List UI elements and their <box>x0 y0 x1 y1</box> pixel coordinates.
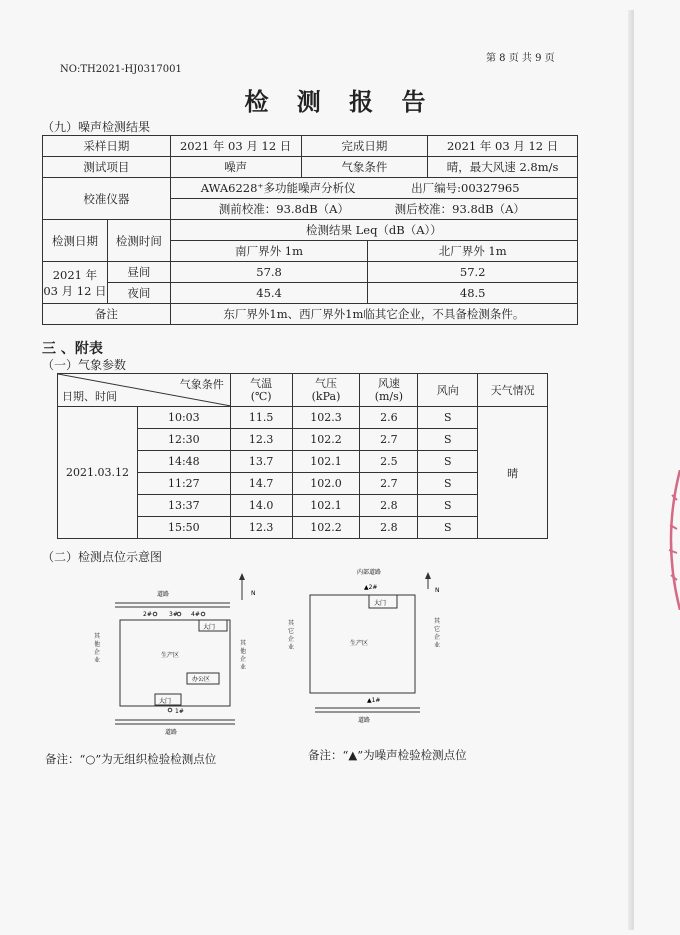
section-9-heading: （九）噪声检测结果 <box>42 120 151 134</box>
corner-bottom-label: 日期、时间 <box>62 390 117 403</box>
point-3-label: 3# <box>169 611 178 618</box>
cell-time: 11:27 <box>137 473 230 495</box>
map-subheading: （二）检测点位示意图 <box>42 550 163 564</box>
cell-sky: 晴 <box>478 407 548 539</box>
report-title: 检 测 报 告 <box>244 87 436 116</box>
cell-wind-speed: 2.6 <box>360 407 418 429</box>
cell-time: 12:30 <box>137 429 230 451</box>
cell-night-north: 48.5 <box>368 283 578 304</box>
west-neighbor-label-2: 其 它 企 业 <box>288 620 295 651</box>
point-1-marker <box>168 708 172 712</box>
cell-day-north: 57.2 <box>368 262 578 283</box>
red-stamp-edge <box>660 470 680 610</box>
cell-pressure: 102.1 <box>292 451 360 473</box>
cell-calibration-values <box>170 199 577 220</box>
cell-note-label: 备注 <box>43 304 171 325</box>
cell-detect-time-label: 检测时间 <box>107 220 170 262</box>
cell-detect-date: 2021 年 03 月 12 日 <box>43 262 108 304</box>
header-wind-direction: 风向 <box>418 374 478 407</box>
cell-south-label: 南厂界外 1m <box>170 241 368 262</box>
cell-calibration-label: 校准仪器 <box>43 178 171 220</box>
noise-result-table <box>42 135 578 325</box>
road2-label: 道路 <box>358 717 371 724</box>
gate-top-label: 大门 <box>203 624 216 631</box>
cell-wind-speed: 2.7 <box>360 429 418 451</box>
office-label: 办公区 <box>192 676 211 683</box>
header-wind-speed: 风速 (m/s) <box>360 374 418 407</box>
page-number: 第 8 页 共 9 页 <box>486 53 555 64</box>
cell-detect-date-label: 检测日期 <box>43 220 108 262</box>
gate-bottom-label: 大门 <box>159 698 172 705</box>
plant-boundary <box>120 620 230 706</box>
report-number: NO:TH2021-HJ0317001 <box>60 64 182 75</box>
point-4-marker <box>201 612 205 616</box>
cell-time: 14:48 <box>137 451 230 473</box>
cell-temp: 12.3 <box>230 429 292 451</box>
calibration-before: 测前校准：93.8dB（A） <box>218 202 349 216</box>
point-1-noise-label: ▲1# <box>367 697 381 704</box>
road-top-label: 道路 <box>157 591 170 598</box>
calibration-after: 测后校准：93.8dB（A） <box>394 202 525 216</box>
cell-north-label: 北厂界外 1m <box>368 241 578 262</box>
cell-day-south: 57.8 <box>170 262 368 283</box>
cell-weather: 晴，最大风速 2.8m/s <box>428 157 578 178</box>
cell-wind-speed: 2.7 <box>360 473 418 495</box>
cell-weather-date: 2021.03.12 <box>58 407 138 539</box>
cell-wind-speed: 2.5 <box>360 451 418 473</box>
cell-test-item: 噪声 <box>170 157 301 178</box>
cell-night-label: 夜间 <box>107 283 170 304</box>
production-area-label-2: 生产区 <box>350 640 369 647</box>
header-temp: 气温 (℃) <box>230 374 292 407</box>
corner-top-label: 气象条件 <box>179 378 224 391</box>
cell-temp: 12.3 <box>230 517 292 539</box>
cell-sampling-date: 2021 年 03 月 12 日 <box>170 136 301 157</box>
cell-weather-label: 气象条件 <box>301 157 428 178</box>
cell-pressure: 102.2 <box>292 429 360 451</box>
instrument-serial: 出厂编号:00327965 <box>411 181 520 195</box>
cell-pressure: 102.2 <box>292 517 360 539</box>
cell-wind-speed: 2.8 <box>360 517 418 539</box>
west-neighbor-label: 其 他 企 业 <box>94 633 101 664</box>
east-neighbor-label: 其 他 企 业 <box>240 640 247 671</box>
cell-pressure: 102.3 <box>292 407 360 429</box>
cell-wind-direction: S <box>418 429 478 451</box>
gate-label-2: 大门 <box>374 600 387 607</box>
production-area-label: 生产区 <box>161 652 180 659</box>
point-2-noise-label: ▲2# <box>364 584 378 591</box>
instrument-name: AWA6228⁺多功能噪声分析仪 <box>200 181 356 195</box>
cell-temp: 14.7 <box>230 473 292 495</box>
cell-wind-direction: S <box>418 473 478 495</box>
cell-calibration-instrument <box>170 178 577 199</box>
cell-temp: 13.7 <box>230 451 292 473</box>
weather-subheading: （一）气象参数 <box>42 358 127 372</box>
cell-finish-date: 2021 年 03 月 12 日 <box>428 136 578 157</box>
north-arrow-head-2 <box>425 572 431 579</box>
legend-noise: 备注：“▲”为噪声检验检测点位 <box>308 748 467 762</box>
north-arrow-head <box>239 573 245 580</box>
cell-result-label: 检测结果 Leq（dB（A）） <box>170 220 577 241</box>
cell-pressure: 102.0 <box>292 473 360 495</box>
point-1-label: 1# <box>175 708 184 715</box>
binding-edge <box>628 10 634 930</box>
cell-day-label: 昼间 <box>107 262 170 283</box>
point-2-marker <box>153 612 157 616</box>
cell-pressure: 102.1 <box>292 495 360 517</box>
cell-temp: 11.5 <box>230 407 292 429</box>
weather-table <box>57 373 548 539</box>
north-label-2: N <box>435 587 440 594</box>
header-pressure: 气压 (kPa) <box>292 374 360 407</box>
cell-time: 15:50 <box>137 517 230 539</box>
cell-sampling-date-label: 采样日期 <box>43 136 171 157</box>
header-sky: 天气情况 <box>478 374 548 407</box>
cell-test-item-label: 测试项目 <box>43 157 171 178</box>
point-2-label: 2# <box>143 611 152 618</box>
cell-temp: 14.0 <box>230 495 292 517</box>
cell-wind-direction: S <box>418 495 478 517</box>
cell-wind-speed: 2.8 <box>360 495 418 517</box>
cell-finish-date-label: 完成日期 <box>301 136 428 157</box>
corner-header <box>58 374 231 407</box>
cell-wind-direction: S <box>418 407 478 429</box>
cell-night-south: 45.4 <box>170 283 368 304</box>
cell-wind-direction: S <box>418 451 478 473</box>
cell-time: 10:03 <box>137 407 230 429</box>
cell-time: 13:37 <box>137 495 230 517</box>
section-3-heading: 三 、附表 <box>42 341 103 357</box>
cell-note: 东厂界外1m、西厂界外1m临其它企业，不具备检测条件。 <box>170 304 577 325</box>
north-label: N <box>251 590 256 597</box>
point-4-label: 4# <box>191 611 200 618</box>
road-bottom-label: 道路 <box>165 729 178 736</box>
inner-road-label: 内部道路 <box>357 569 382 576</box>
cell-wind-direction: S <box>418 517 478 539</box>
legend-fugitive: 备注：“○”为无组织检验检测点位 <box>45 752 217 766</box>
east-neighbor-label-2: 其 它 企 业 <box>434 618 441 649</box>
